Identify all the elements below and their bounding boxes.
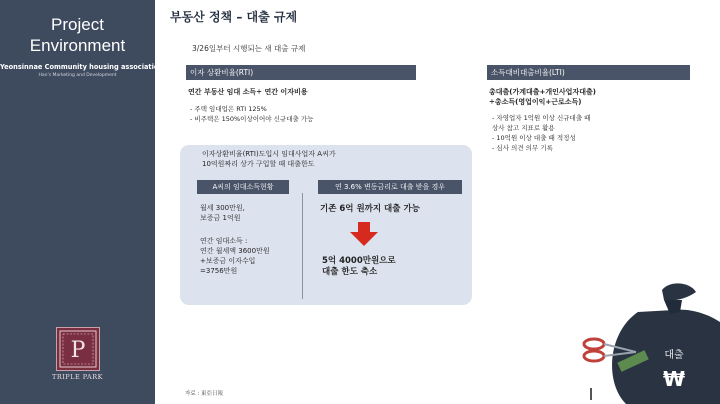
bag-label: 대출 [664,350,684,361]
previous-loan-limit: 기존 6억 원까지 대출 가능 [320,204,420,214]
rti-formula: 연간 부동산 임대 소득÷ 연간 이자비용 [188,88,308,96]
lti-bullet-2: 상사 참고 지표로 활용 [492,124,555,132]
deposit: 보증금 1억원 [200,214,241,222]
example-intro-line2: 10억원짜리 상가 구입할 때 대출한도 [202,160,315,168]
lti-bullet-1: - 자영업자 1억원 이상 신규대출 때 [492,114,591,122]
annual-income-total: =3756만원 [200,267,238,275]
project-title-line2: Environment [29,36,126,55]
lti-bullet-4: - 심사 의견 의무 기록 [492,144,553,152]
sidebar [0,0,164,404]
deposit-interest: +보증금 이자수입 [200,257,256,265]
monthly-rent: 월세 300만원, [200,204,245,212]
lti-bullet-3: - 10억원 이상 대출 때 적정성 [492,134,576,142]
rti-header: 이자 상환비율(RTI) [186,65,416,80]
panel-divider [302,193,303,299]
logo-name: TRIPLE PARK [51,373,104,381]
income-status-header: A씨의 임대소득현황 [197,180,289,194]
loan-scenario-header: 연 3.6% 변동금리로 대출 받을 경우 [318,180,462,194]
new-loan-limit-line1: 5억 4000만원으로 [322,256,396,266]
won-icon: ₩ [662,367,686,391]
down-arrow-icon [350,222,378,246]
lti-header: 소득대비대출비율(LTI) [487,65,690,80]
logo-emblem-icon [57,328,99,370]
page-subtitle: 3/26일부터 시행되는 새 대출 규제 [192,44,306,53]
logo-letter: P [70,338,86,363]
lti-formula-line2: ÷총소득(영업이익+근로소득) [489,98,582,106]
example-intro-line1: 이자상환비율(RTI)도입시 임대사업자 A씨가 [202,150,336,158]
annual-rent: 연간 월세액 3600만원 [200,247,270,255]
source-note: 자료 : 東亞日報 [185,391,223,397]
new-loan-limit-line2: 대출 한도 축소 [322,267,378,277]
rti-bullet-2: - 비주택은 150%이상이어야 신규대출 가능 [190,115,314,123]
association-name: Yeonsinnae Community housing association [0,63,164,71]
triple-park-logo [56,327,100,371]
rti-bullet-1: - 주택 임대업은 RTI 125% [190,105,267,113]
project-title-line1: Project [51,15,104,34]
annual-income-label: 연간 임대소득 : [200,237,248,245]
page-title: 부동산 정책 – 대출 규제 [170,10,298,24]
lti-formula-line1: 총대출(가계대출+개인사업자대출) [489,88,596,96]
money-bag-illustration [578,272,720,404]
association-subtitle: Han's Marketing and Development [38,73,117,78]
